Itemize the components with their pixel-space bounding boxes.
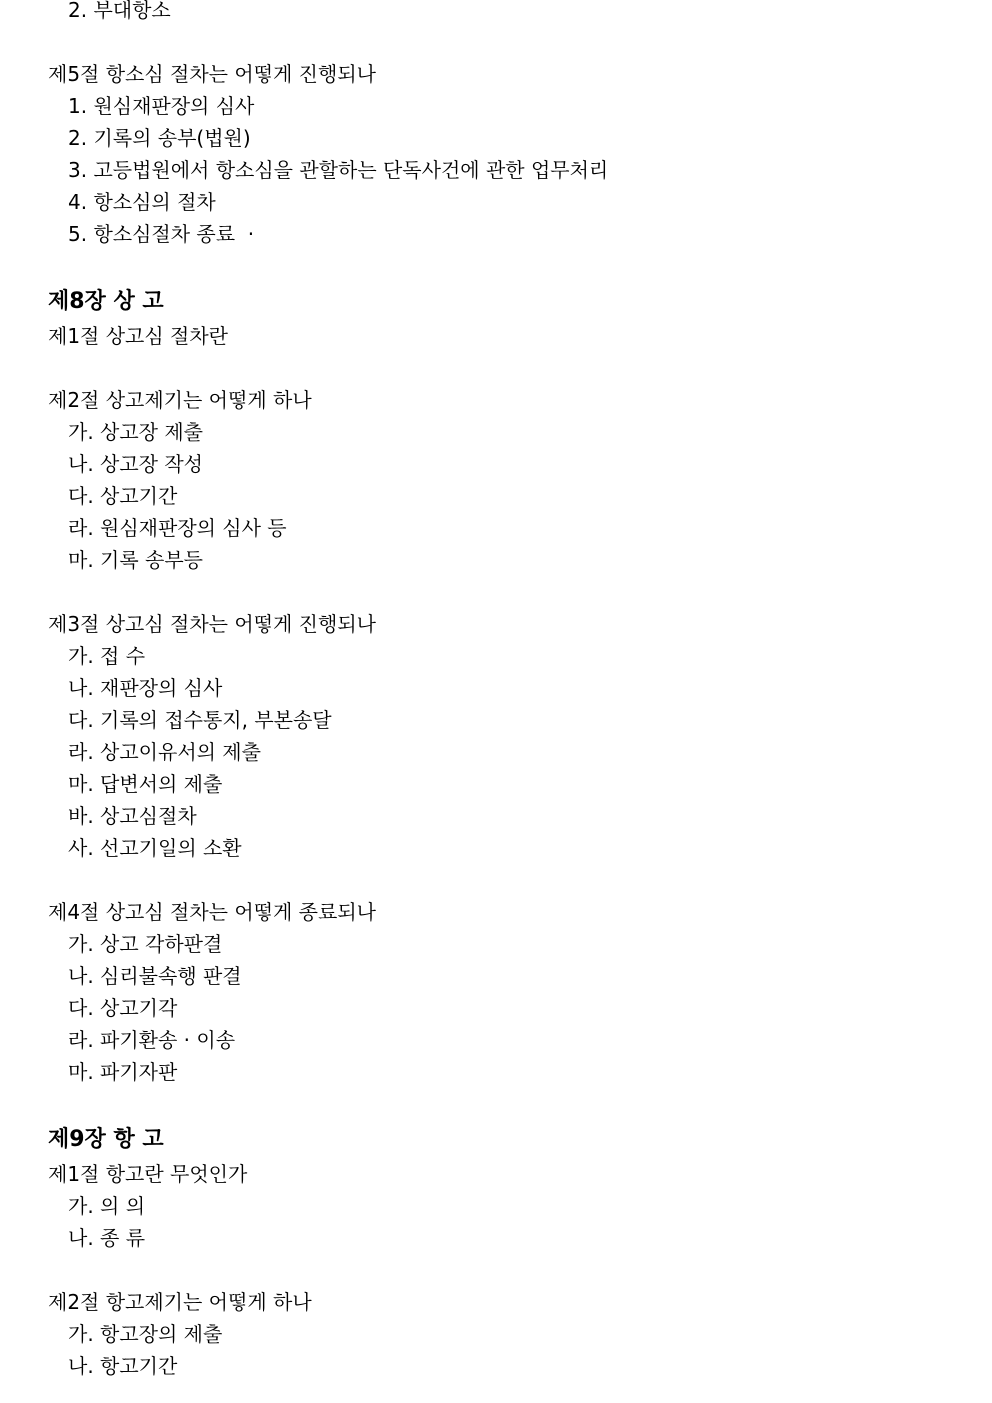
list-item: 나. 항고기간 [68,1354,178,1378]
chapter-heading: 제8장 상 고 [48,289,164,314]
section-heading: 제2절 항고제기는 어떻게 하나 [48,1290,312,1314]
list-item: 2. 부대항소 [68,0,171,22]
list-item: 나. 심리불속행 판결 [68,964,242,988]
list-item: 라. 파기환송 · 이송 [68,1028,236,1052]
list-item: 가. 상고 각하판결 [68,932,223,956]
section-heading: 제5절 항소심 절차는 어떻게 진행되나 [48,62,376,86]
blank-line [48,1254,968,1286]
blank-line [48,26,968,58]
blank-line [48,1088,968,1120]
list-item: 나. 종 류 [68,1226,146,1250]
list-item: 사. 선고기일의 소환 [68,836,242,860]
list-item: 가. 의 의 [68,1194,146,1218]
list-item: 라. 상고이유서의 제출 [68,740,261,764]
list-item: 나. 재판장의 심사 [68,676,223,700]
blank-line [48,250,968,282]
section-heading: 제1절 상고심 절차란 [48,324,228,348]
blank-line [48,576,968,608]
document-body [48,0,968,1382]
blank-line [48,352,968,384]
list-item: 마. 답변서의 제출 [68,772,223,796]
list-item: 가. 상고장 제출 [68,420,203,444]
list-item: 다. 상고기간 [68,484,178,508]
list-item: 가. 접 수 [68,644,146,668]
section-heading: 제4절 상고심 절차는 어떻게 종료되나 [48,900,376,924]
list-item: 라. 원심재판장의 심사 등 [68,516,287,540]
blank-line [48,864,968,896]
list-item: 4. 항소심의 절차 [68,190,216,214]
section-heading: 제2절 상고제기는 어떻게 하나 [48,388,312,412]
list-item: 나. 상고장 작성 [68,452,203,476]
list-item: 마. 기록 송부등 [68,548,203,572]
list-item: 1. 원심재판장의 심사 [68,94,255,118]
list-item: 가. 항고장의 제출 [68,1322,223,1346]
list-item: 2. 기록의 송부(법원) [68,126,251,150]
list-item: 다. 상고기각 [68,996,178,1020]
list-item: 바. 상고심절차 [68,804,197,828]
list-item: 마. 파기자판 [68,1060,178,1084]
section-heading: 제1절 항고란 무엇인가 [48,1162,248,1186]
list-item: 5. 항소심절차 종료 · [68,222,255,246]
list-item: 3. 고등법원에서 항소심을 관할하는 단독사건에 관한 업무처리 [68,158,609,182]
section-heading: 제3절 상고심 절차는 어떻게 진행되나 [48,612,376,636]
chapter-heading: 제9장 항 고 [48,1127,164,1152]
list-item: 다. 기록의 접수통지, 부본송달 [68,708,332,732]
